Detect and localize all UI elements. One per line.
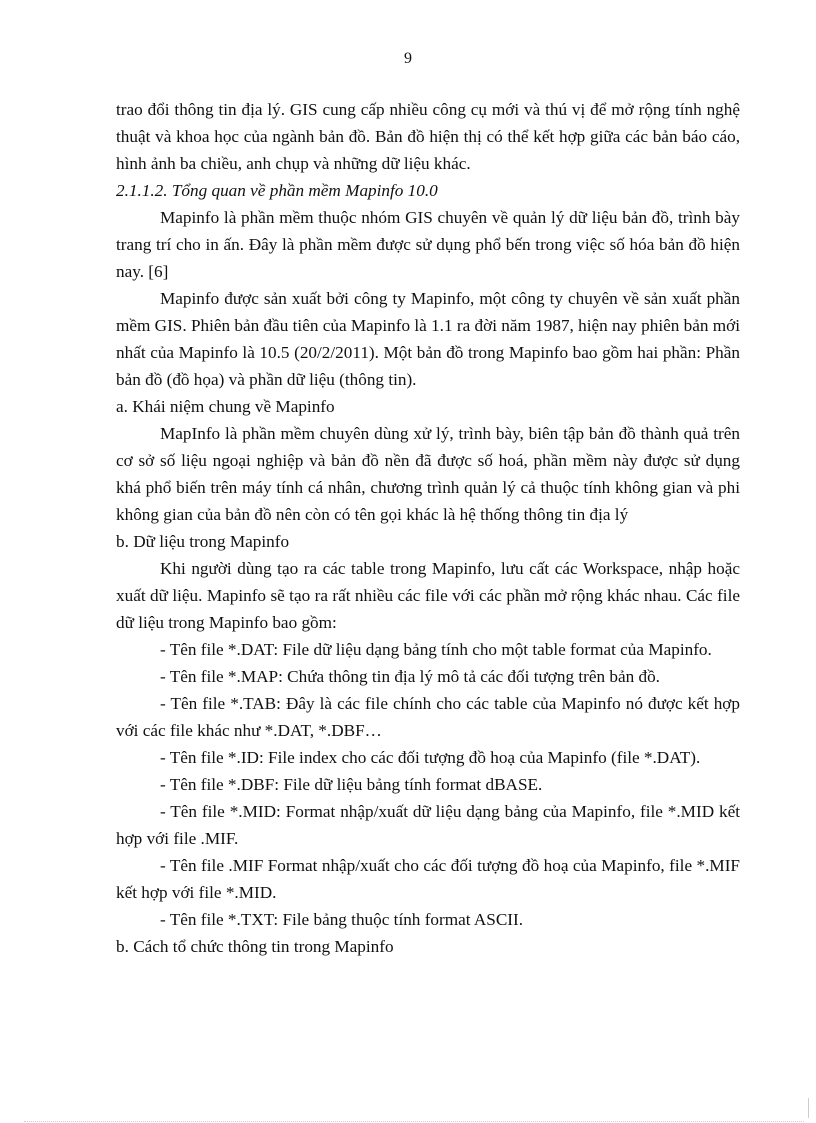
page-bottom-rule [24, 1121, 804, 1122]
paragraph-mapinfo-history: Mapinfo được sản xuất bởi công ty Mapinfo, một công ty chuyên về sản xuất phần mềm GIS. Phiên bản đầu tiên của Mapinfo là 1.1 ra đời năm 1987, hiện nay phiên bản mới nhất của Mapinfo là 10.5 (20/2/2011). Một bản đồ trong Mapinfo bao gồm hai phần: Phần bản đồ (đồ họa) và phần dữ liệu (thông tin). [116, 289, 740, 389]
list-item-mid: - Tên file *.MID: Format nhập/xuất dữ liệu dạng bảng của Mapinfo, file *.MID kết hợp với file .MIF. [116, 802, 740, 848]
subheading-general-concept: a. Khái niệm chung về Mapinfo [116, 397, 335, 416]
list-item-dbf: - Tên file *.DBF: File dữ liệu bảng tính format dBASE. [160, 775, 543, 794]
list-item-txt: - Tên file *.TXT: File bảng thuộc tính format ASCII. [160, 910, 524, 929]
paragraph-data-files-intro: Khi người dùng tạo ra các table trong Mapinfo, lưu cất các Workspace, nhập hoặc xuất dữ liệu. Mapinfo sẽ tạo ra rất nhiều các file với các phần mở rộng khác nhau. Các file dữ liệu trong Mapinfo bao gồm: [116, 559, 740, 632]
list-item-tab: - Tên file *.TAB: Đây là các file chính cho các table của Mapinfo nó được kết hợp với các file khác như *.DAT, *.DBF… [116, 694, 740, 740]
subheading-data-in-mapinfo: b. Dữ liệu trong Mapinfo [116, 532, 290, 551]
document-body [116, 96, 740, 960]
section-heading-mapinfo-overview: 2.1.1.2. Tổng quan về phần mềm Mapinfo 10.0 [116, 181, 438, 200]
page-number: 9 [404, 50, 412, 67]
list-item-dat: - Tên file *.DAT: File dữ liệu dạng bảng tính cho một table format của Mapinfo. [160, 640, 712, 659]
list-item-mif: - Tên file .MIF Format nhập/xuất cho các đối tượng đồ hoạ của Mapinfo, file *.MIF kết hợp với file *.MID. [116, 856, 740, 902]
subheading-info-organization: b. Cách tổ chức thông tin trong Mapinfo [116, 937, 394, 956]
paragraph-mapinfo-definition: Mapinfo là phần mềm thuộc nhóm GIS chuyên về quản lý dữ liệu bản đồ, trình bày trang trí cho in ấn. Đây là phần mềm được sử dụng phổ bến trong việc số hóa bản đồ hiện nay. [6] [116, 208, 740, 281]
list-item-id: - Tên file *.ID: File index cho các đối tượng đồ hoạ của Mapinfo (file *.DAT). [160, 748, 701, 767]
paragraph-mapinfo-concept: MapInfo là phần mềm chuyên dùng xử lý, trình bày, biên tập bản đồ thành quả trên cơ sở số liệu ngoại nghiệp và bản đồ nền đã được số hoá, phần mềm này được sử dụng khá phổ biến trên máy tính cá nhân, chương trình quản lý cả thuộc tính không gian và phi không gian của bản đồ nên còn có tên gọi khác là hệ thống thông tin địa lý [116, 424, 740, 524]
paragraph-gis-intro: trao đổi thông tin địa lý. GIS cung cấp nhiều công cụ mới và thú vị để mở rộng tính nghệ thuật và khoa học của ngành bản đồ. Bản đồ hiện thị có thể kết hợp giữa các bản báo cáo, hình ảnh ba chiều, anh chụp và những dữ liệu khác. [116, 100, 740, 173]
page-corner-mark [808, 1098, 809, 1118]
list-item-map: - Tên file *.MAP: Chứa thông tin địa lý mô tả các đối tượng trên bản đồ. [160, 667, 660, 686]
